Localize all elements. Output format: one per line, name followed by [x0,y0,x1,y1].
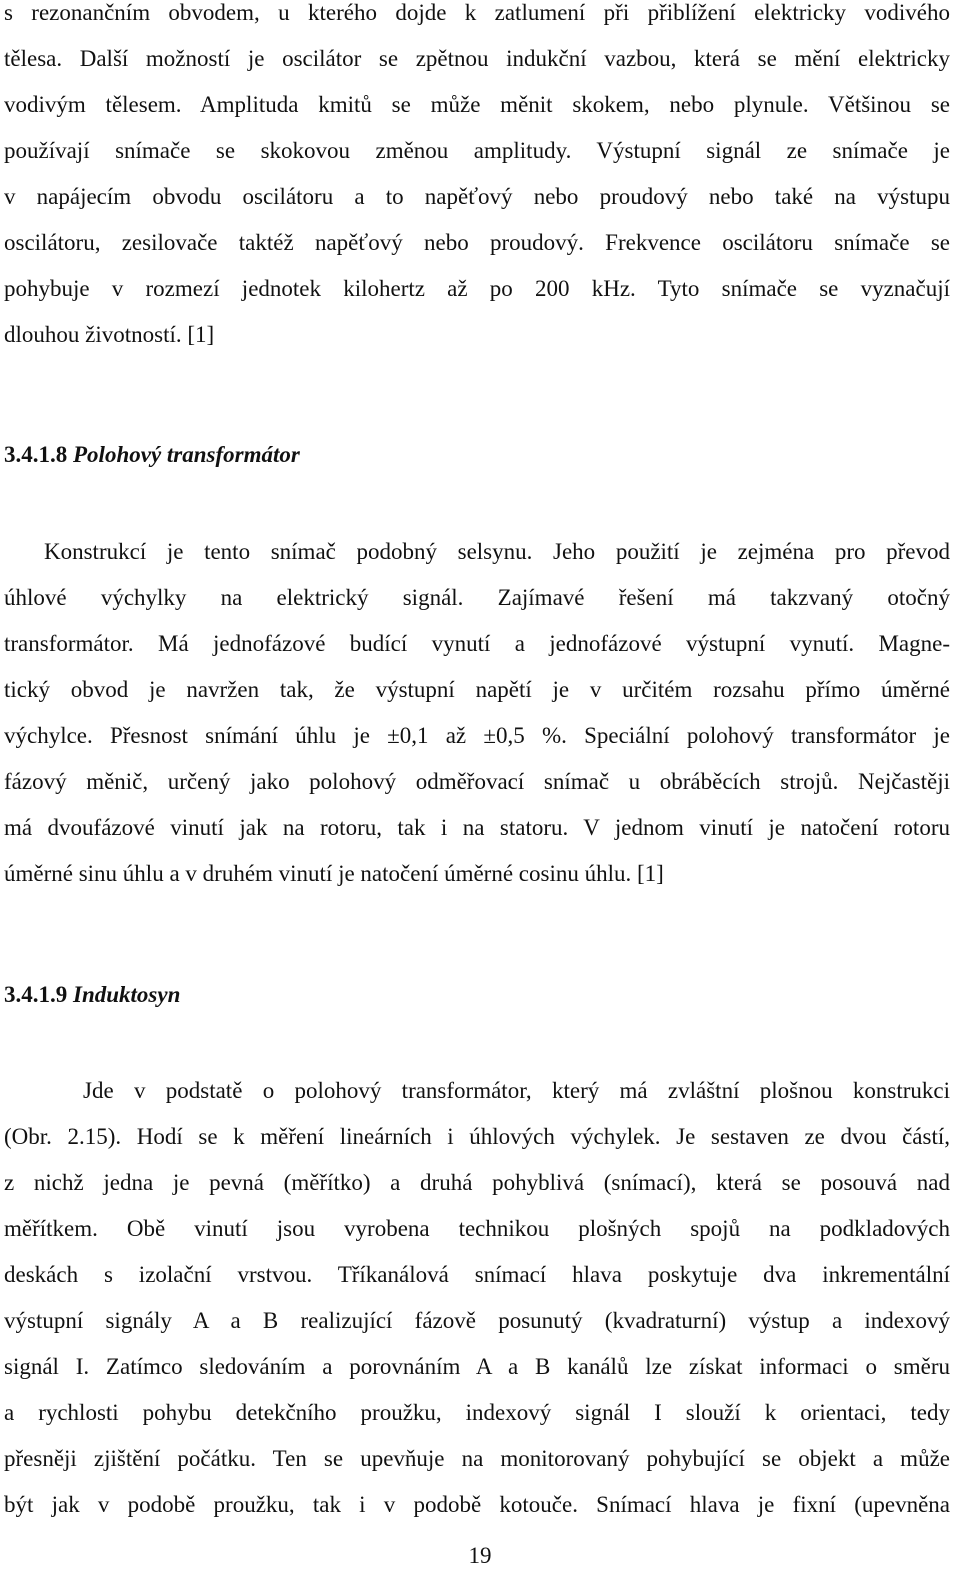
paragraph-line: výstupní signály A a B realizující fázově posunutý (kvadraturní) výstup a indexový [4,1308,950,1333]
paragraph-line: výchylce. Přesnost snímání úhlu je ±0,1 až ±0,5 %. Speciální polohový transformátor je [4,723,950,748]
paragraph-line: úhlové výchylky na elektrický signál. Zajímavé řešení má takzvaný otočný [4,585,950,610]
page-number: 19 [468,1543,492,1568]
paragraph-line: přesněji zjištění počátku. Ten se upevňuje na monitorovaný pohybující se objekt a může [4,1446,950,1471]
paragraph-line: měřítkem. Obě vinutí jsou vyrobena technikou plošných spojů na podkladových [4,1216,950,1241]
paragraph-line: má dvoufázové vinutí jak na rotoru, tak i na statoru. V jednom vinutí je natočení rotoru [4,815,950,840]
paragraph-line: dlouhou životností. [1] [4,322,215,347]
paragraph-line: tický obvod je navržen tak, že výstupní napětí je v určitém rozsahu přímo úměrné [4,677,950,702]
paragraph-line: oscilátoru, zesilovače taktéž napěťový nebo proudový. Frekvence oscilátoru snímače se [4,230,950,255]
paragraph-line: (Obr. 2.15). Hodí se k měření lineárních i úhlových výchylek. Je sestaven ze dvou částí, [4,1124,950,1149]
section-title: Polohový transformátor [73,442,300,467]
paragraph-line: být jak v podobě proužku, tak i v podobě kotouče. Snímací hlava je fixní (upevněna [4,1492,950,1517]
paragraph-line: transformátor. Má jednofázové budící vynutí a jednofázové výstupní vynutí. Magne- [4,631,950,656]
paragraph-line: z nichž jedna je pevná (měřítko) a druhá pohyblivá (snímací), která se posouvá nad [4,1170,950,1195]
paragraph-line: s rezonančním obvodem, u kterého dojde k zatlumení při přiblížení elektricky vodivého [4,0,950,25]
paragraph-line: deskách s izolační vrstvou. Tříkanálová snímací hlava poskytuje dva inkrementální [4,1262,950,1287]
paragraph-line: používají snímače se skokovou změnou amplitudy. Výstupní signál ze snímače je [4,138,950,163]
section-number: 3.4.1.8 [4,442,68,467]
paragraph-induktosyn [4,1068,950,1528]
section-heading-polohovy-transformator [4,432,300,478]
section-heading-induktosyn [4,972,180,1018]
section-number: 3.4.1.9 [4,982,68,1007]
paragraph-line: pohybuje v rozmezí jednotek kilohertz až po 200 kHz. Tyto snímače se vyznačují [4,276,950,301]
paragraph-line: fázový měnič, určený jako polohový odměřovací snímač u obráběcích strojů. Nejčastěji [4,769,950,794]
paragraph-line: Jde v podstatě o polohový transformátor, který má zvláštní plošnou konstrukci [83,1078,950,1103]
paragraph-line: vodivým tělesem. Amplituda kmitů se může měnit skokem, nebo plynule. Většinou se [4,92,950,117]
paragraph-line: úměrné sinu úhlu a v druhém vinutí je natočení úměrné cosinu úhlu. [1] [4,861,664,886]
paragraph-line: Konstrukcí je tento snímač podobný selsynu. Jeho použití je zejména pro převod [44,539,950,564]
paragraph-line: a rychlosti pohybu detekčního proužku, indexový signál I slouží k orientaci, tedy [4,1400,950,1425]
paragraph-line: signál I. Zatímco sledováním a porovnáním A a B kanálů lze získat informaci o směru [4,1354,950,1379]
paragraph-oscillator-sensors [4,0,950,358]
paragraph-polohovy-transformator [4,529,950,897]
paragraph-line: tělesa. Další možností je oscilátor se zpětnou indukční vazbou, která se mění elektricky [4,46,950,71]
paragraph-line: v napájecím obvodu oscilátoru a to napěťový nebo proudový nebo také na výstupu [4,184,950,209]
section-title: Induktosyn [73,982,181,1007]
